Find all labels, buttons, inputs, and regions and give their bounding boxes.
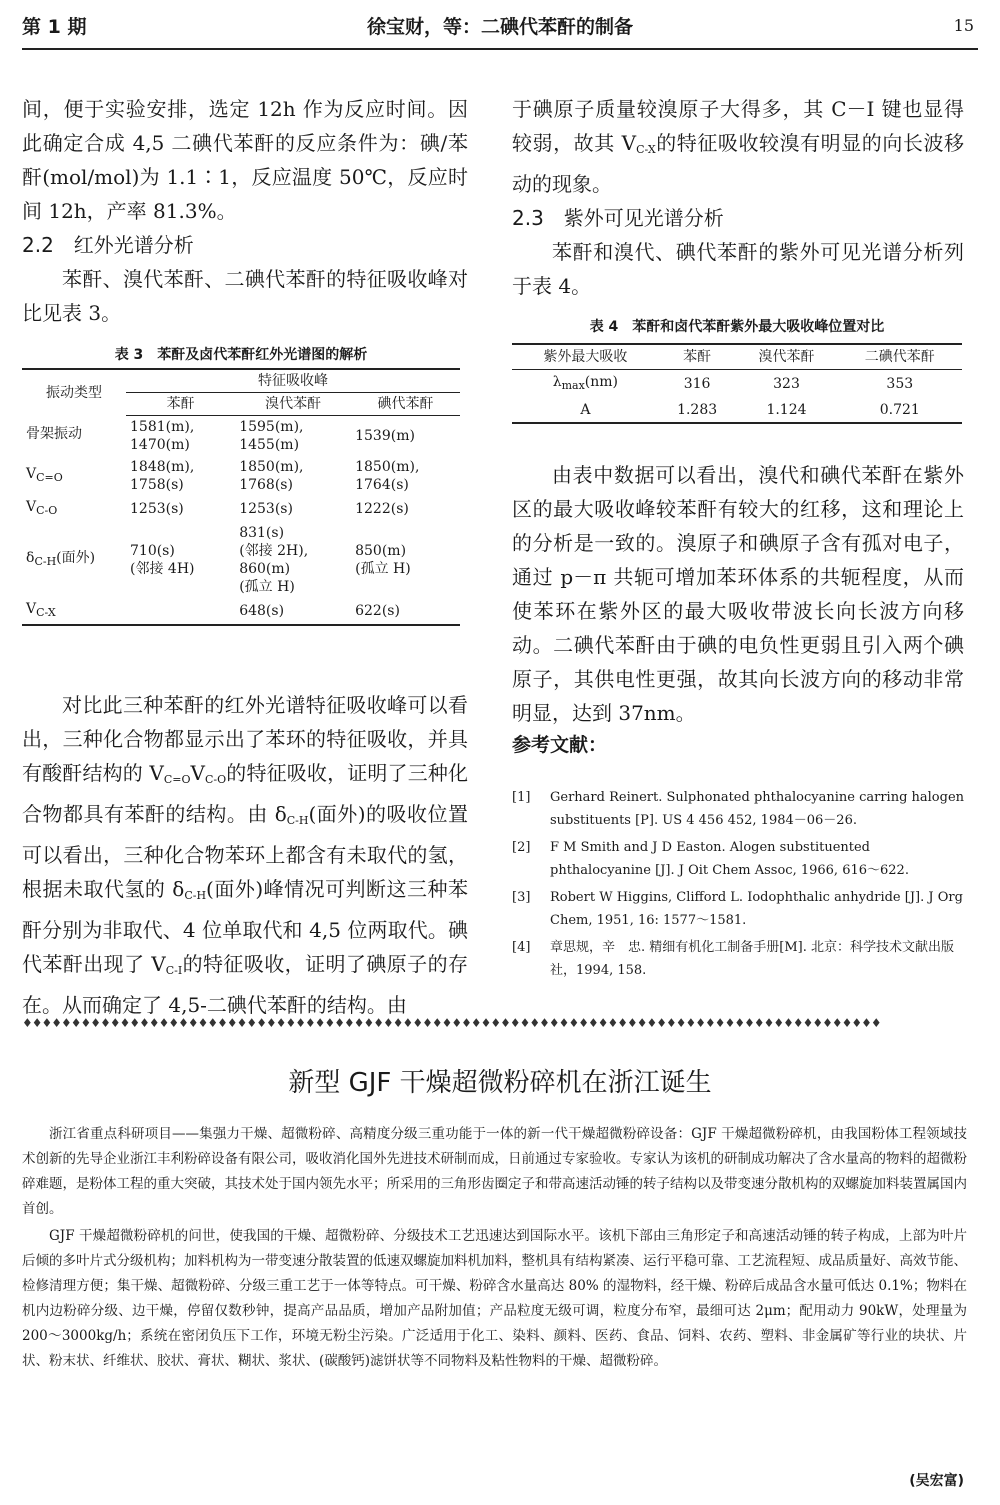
news-paragraph: GJF 干燥超微粉碎机的问世，使我国的干燥、超微粉碎、分级技术工艺迅速达到国际水平。该机下部由三角形定子和高速活动锤的转子构成，上部为叶片后倾的多叶片式分级机构；加料机构为一带变速分散装置的低速双螺旋加料机加料，整机具有结构紧凑、运行平稳可靠、工艺流程短、成品质量好、高效节能、检修清理方便；集干燥、超微粉碎、分级三重工艺于一体等特点。可干燥、粉碎含水量高达 80% 的湿物料，经干燥、粉碎后成品含水量可低达 0.1%；物料在机内边粉碎分级、边干燥，停留仅数秒钟，提高产品品质，增加产品附加值；产品粒度无级可调，粒度分布窄，最细可达 2μm；配用动力 90kW，处理量为 200～3000kg/h；系统在密闭负压下工作，环境无粉尘污染。广泛适用于化工、染料、颜料、医药、食品、饲料、农药、塑料、非金属矿等行业的块状、片状、粉末状、纤维状、胶状、膏状、糊状、浆状、(碳酸钙)滤饼状等不同物料及粘性物料的干燥、超微粉碎。 [22,1228,967,1369]
table3-cell: 1581(m), 1470(m) [130,419,195,453]
table3-header-col: 苯酐 [126,393,235,416]
table4-header: 苯酐 [659,344,736,370]
table3-cell: 1222(s) [355,501,409,517]
news-paragraph: 浙江省重点科研项目——集强力干燥、超微粉碎、高精度分级三重功能于一体的新一代干燥超微粉碎设备：GJF 干燥超微粉碎机，由我国粉体工程领域技术创新的先导企业浙江丰利粉碎设备有限公司，吸收消化国外先进技术研制而成，日前通过专家验收。专家认为该机的研制成功解决了含水量高的物料的超微粉碎难题，是粉体工程的重大突破，其技术处于国内领先水平；所采用的三角形齿圈定子和带高速活动锤的转子结构以及带变速分散机构的双螺旋加料装置属国内首创。 [22,1126,967,1217]
table4-caption: 表 4 苯酐和卤代苯酐紫外最大吸收峰位置对比 [589,319,885,335]
table3-header-vib: 振动类型 [22,369,126,416]
left-column-bottom [22,688,468,1022]
paragraph: 苯酐、溴代苯酐、二碘代苯酐的特征吸收峰对比见表 3。 [22,267,468,325]
running-header [22,8,978,50]
table3-row [22,598,460,625]
table3-cell: 831(s) (邻接 2H), 860(m) (孤立 H) [239,525,309,595]
section-heading-2-2: 2.2 红外光谱分析 [22,233,194,257]
paragraph: 于碘原子质量较溴原子大得多，其 C－I 键也显得较弱，故其 $V_{C-X}$的特征吸收较溴有明显的向长波移动的现象。 [512,97,964,196]
table3 [22,368,460,626]
table3-cell: 1595(m), 1455(m) [239,419,304,453]
reference-item: [3] Robert W Higgins, Clifford L. Iodophthalic anhydride [J]. J Org Chem, 1951, 16: 1577～1581. [512,890,963,928]
references-title: 参考文献： [512,734,608,756]
right-column-top [512,92,964,303]
table4-header: 二碘代苯酐 [838,344,962,370]
reference-item: [1] Gerhard Reinert. Sulphonated phthalocyanine carring halogen substituents [P]. US 4 456 452, 1984－06－26. [512,790,965,828]
reference-item: [2] F M Smith and J D Easton. Alogen substituented phthalocyanine [J]. J Oit Chem Assoc, 1966, 616～622. [512,840,909,878]
header-rule [22,48,978,50]
paragraph: 间，便于实验安排，选定 12h 作为反应时间。因此确定合成 4,5 二碘代苯酐的反应条件为：碘/苯酐(mol/mol)为 1.1∶1，反应温度 50℃，反应时间 12h，产率 81.3%。 [22,97,468,223]
table3-cell: 1850(m), 1768(s) [239,459,304,493]
table4-cell: 1.283 [659,398,736,423]
table3-vib-type: $V_{C-O}$ [26,499,58,517]
news-credit: (吴宏富) [909,1473,964,1489]
table4-header: 溴代苯酐 [735,344,837,370]
table3-cell: 1253(s) [239,501,293,517]
table4-row-label: $\lambda_{max}(nm)$ [552,374,619,392]
left-column-top [22,92,468,330]
issue-number: 第 1 期 [22,16,87,38]
table3-cell: 850(m) (孤立 H) [355,543,411,577]
reference-item: [4] 章思规，辛 忠. 精细有机化工制备手册[M]. 北京：科学技术文献出版社，1994, 158. [512,940,954,978]
paragraph: 对比此三种苯酐的红外光谱特征吸收峰可以看出，三种化合物都显示出了苯环的特征吸收，并具有酸酐结构的 $V_{C=O}V_{C-O}$的特征吸收，证明了三种化合物都具有苯酐的结构。由 $\delta_{C-H}$(面外)的吸收位置可以看出，三种化合物苯环上都含有未取代的氢，根据未取代氢的 $\delta_{C-H}$(面外)峰情况可判断这三种苯酐分别为非取代、4 位单取代和 4,5 位两取代。碘代苯酐出现了 $V_{C-I}$的特征吸收，证明了碘原子的存在。从而确定了 4,5-二碘代苯酐的结构。由 [22,693,469,1017]
table3-vib-type: $V_{C=O}$ [26,466,63,484]
table3-row [22,522,460,598]
table4-row-label: A [512,398,659,423]
table3-cell: 1848(m), 1758(s) [130,459,195,493]
table3-caption: 表 3 苯酐及卤代苯酐红外光谱图的解析 [114,347,368,363]
table3-row [22,456,460,496]
table4-cell: 353 [886,376,914,392]
table3-cell: 1253(s) [130,501,184,517]
table3-cell: 622(s) [351,598,460,625]
running-title: 徐宝财，等：二碘代苯酐的制备 [366,16,633,38]
table3-row [22,416,460,457]
table3-cell: 1850(m), 1764(s) [355,459,420,493]
table3-row [22,496,460,522]
table3-cell: 1539(m) [355,428,415,444]
table3-header-col: 溴代苯酐 [235,393,351,416]
page-number: 15 [953,16,974,35]
table4-cell: 316 [683,376,711,392]
news-body [22,1122,967,1376]
table3-header-col: 碘代苯酐 [351,393,460,416]
references-list [512,786,964,986]
table3-cell [126,598,235,625]
table4-header: 紫外最大吸收 [512,344,659,370]
table4-cell: 323 [773,376,800,392]
table3-header-group: 特征吸收峰 [126,369,460,393]
table3-cell: 648(s) [235,598,351,625]
paragraph: 苯酐和溴代、碘代苯酐的紫外可见光谱分析列于表 4。 [512,240,964,298]
table3-vib-type: $\delta_{C-H}$(面外) [26,550,96,568]
section-heading-2-3: 2.3 紫外可见光谱分析 [512,206,724,230]
table3-cell: 710(s) (邻接 4H) [130,543,195,577]
right-column-middle [512,458,964,730]
table4-cell: 1.124 [735,398,837,423]
table3-vib-type: $V_{C-X}$ [22,598,126,625]
table4-cell: 0.721 [838,398,962,423]
news-title: 新型 GJF 干燥超微粉碎机在浙江诞生 [288,1068,712,1098]
table3-vib-type: 骨架振动 [26,425,82,442]
ornamental-divider: ♦♦♦♦♦♦♦♦♦♦♦♦♦♦♦♦♦♦♦♦♦♦♦♦♦♦♦♦♦♦♦♦♦♦♦♦♦♦♦♦♦♦♦♦♦♦♦♦♦♦♦♦♦♦♦♦♦♦♦♦♦♦♦♦♦♦♦♦♦♦♦♦♦♦♦♦♦♦♦♦♦♦♦♦♦♦♦♦ [22,1016,881,1030]
paragraph: 由表中数据可以看出，溴代和碘代苯酐在紫外区的最大吸收峰较苯酐有较大的红移，这和理论上的分析是一致的。溴原子和碘原子含有孤对电子，通过 p－π 共轭可增加苯环体系的共轭程度，从而使苯环在紫外区的最大吸收带波长向长波方向移动。二碘代苯酐由于碘的电负性更弱且引入两个碘原子，其供电性更强，故其向长波方向的移动非常明显，达到 37nm。 [512,463,964,725]
table4 [512,343,962,424]
